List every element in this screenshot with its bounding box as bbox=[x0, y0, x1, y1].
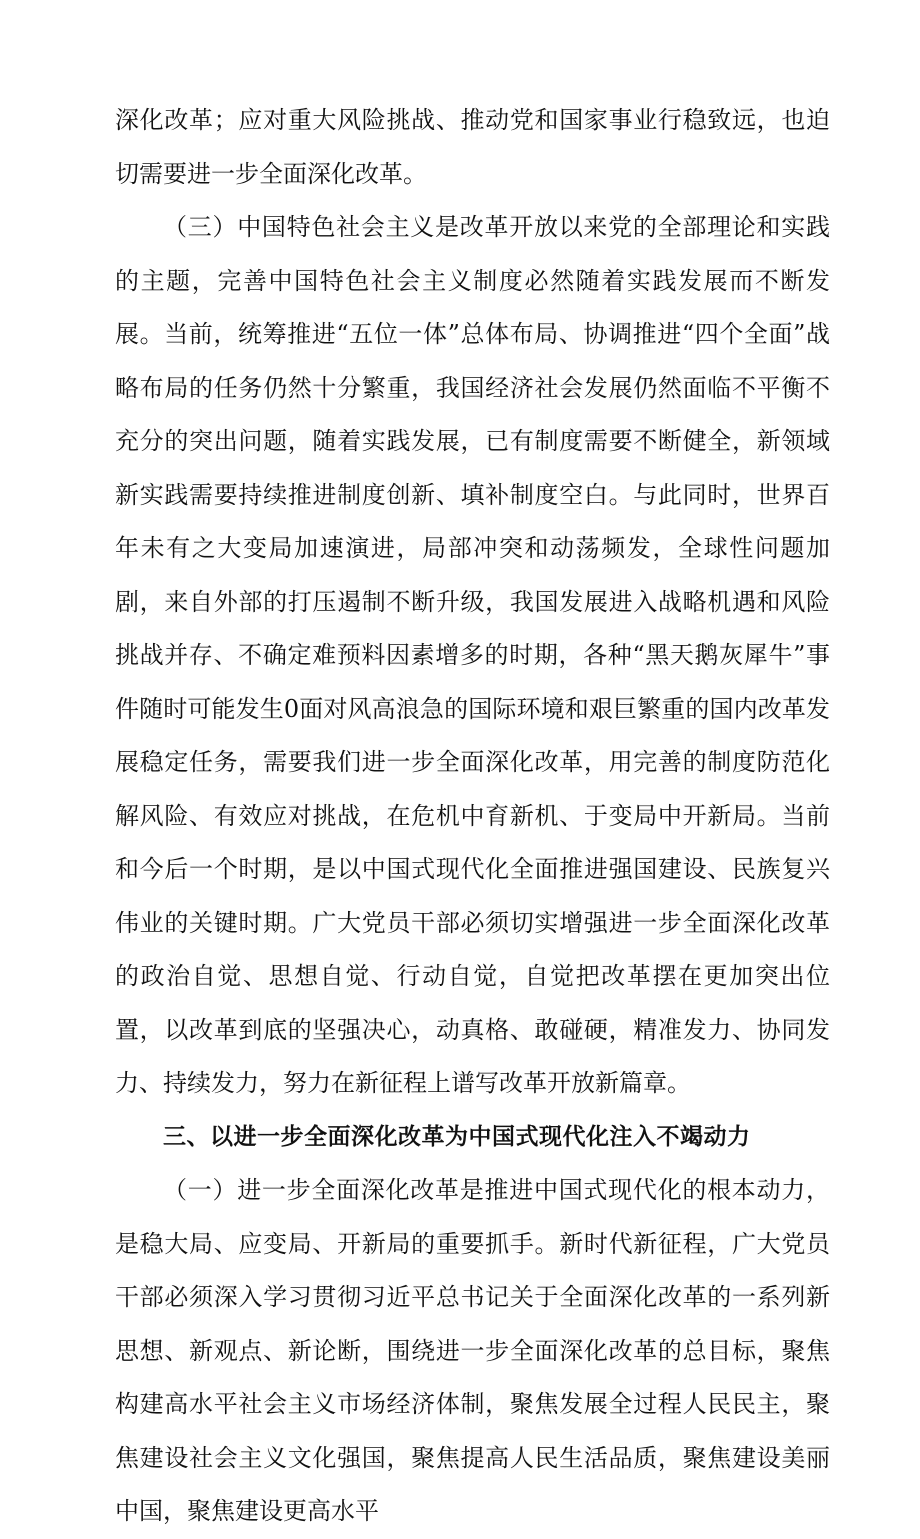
paragraph-section-one: （一）进一步全面深化改革是推进中国式现代化的根本动力，是稳大局、应变局、开新局的重要抓手。新时代新征程，广大党员干部必须深入学习贯彻习近平总书记关于全面深化改革的一系列新思想、新观点、新论断，围绕进一步全面深化改革的总目标，聚焦构建高水平社会主义市场经济体制，聚焦发展全过程人民民主，聚焦建设社会主义文化强国，聚焦提高人民生活品质，聚焦建设美丽中国，聚焦建设更高水平 bbox=[115, 1176, 830, 1525]
paragraph-continuation: 深化改革；应对重大风险挑战、推动党和国家事业行稳致远，也迫切需要进一步全面深化改革。 bbox=[115, 106, 830, 188]
paragraph-section-three: （三）中国特色社会主义是改革开放以来党的全部理论和实践的主题，完善中国特色社会主义制度必然随着实践发展而不断发展。当前，统筹推进“五位一体”总体布局、协调推进“四个全面”战略布局的任务仍然十分繁重，我国经济社会发展仍然面临不平衡不充分的突出问题，随着实践发展，已有制度需要不断健全，新领域新实践需要持续推进制度创新、填补制度空白。与此同时，世界百年未有之大变局加速演进，局部冲突和动荡频发，全球性问题加剧，来自外部的打压遏制不断升级，我国发展进入战略机遇和风险挑战并存、不确定难预料因素增多的时期，各种“黑天鹅灰犀牛”事件随时可能发生0面对风高浪急的国际环境和艰巨繁重的国内改革发展稳定任务，需要我们进一步全面深化改革，用完善的制度防范化解风险、有效应对挑战，在危机中育新机、于变局中开新局。当前和今后一个时期，是以中国式现代化全面推进强国建设、民族复兴伟业的关键时期。广大党员干部必须切实增强进一步全面深化改革的政治自觉、思想自觉、行动自觉，自觉把改革摆在更加突出位置，以改革到底的坚强决心，动真格、敢碰硬，精准发力、协同发力、持续发力，努力在新征程上谱写改革开放新篇章。 bbox=[115, 213, 830, 1097]
document-body bbox=[115, 94, 830, 1539]
section-heading: 三、以进一步全面深化改革为中国式现代化注入不竭动力 bbox=[163, 1123, 751, 1150]
